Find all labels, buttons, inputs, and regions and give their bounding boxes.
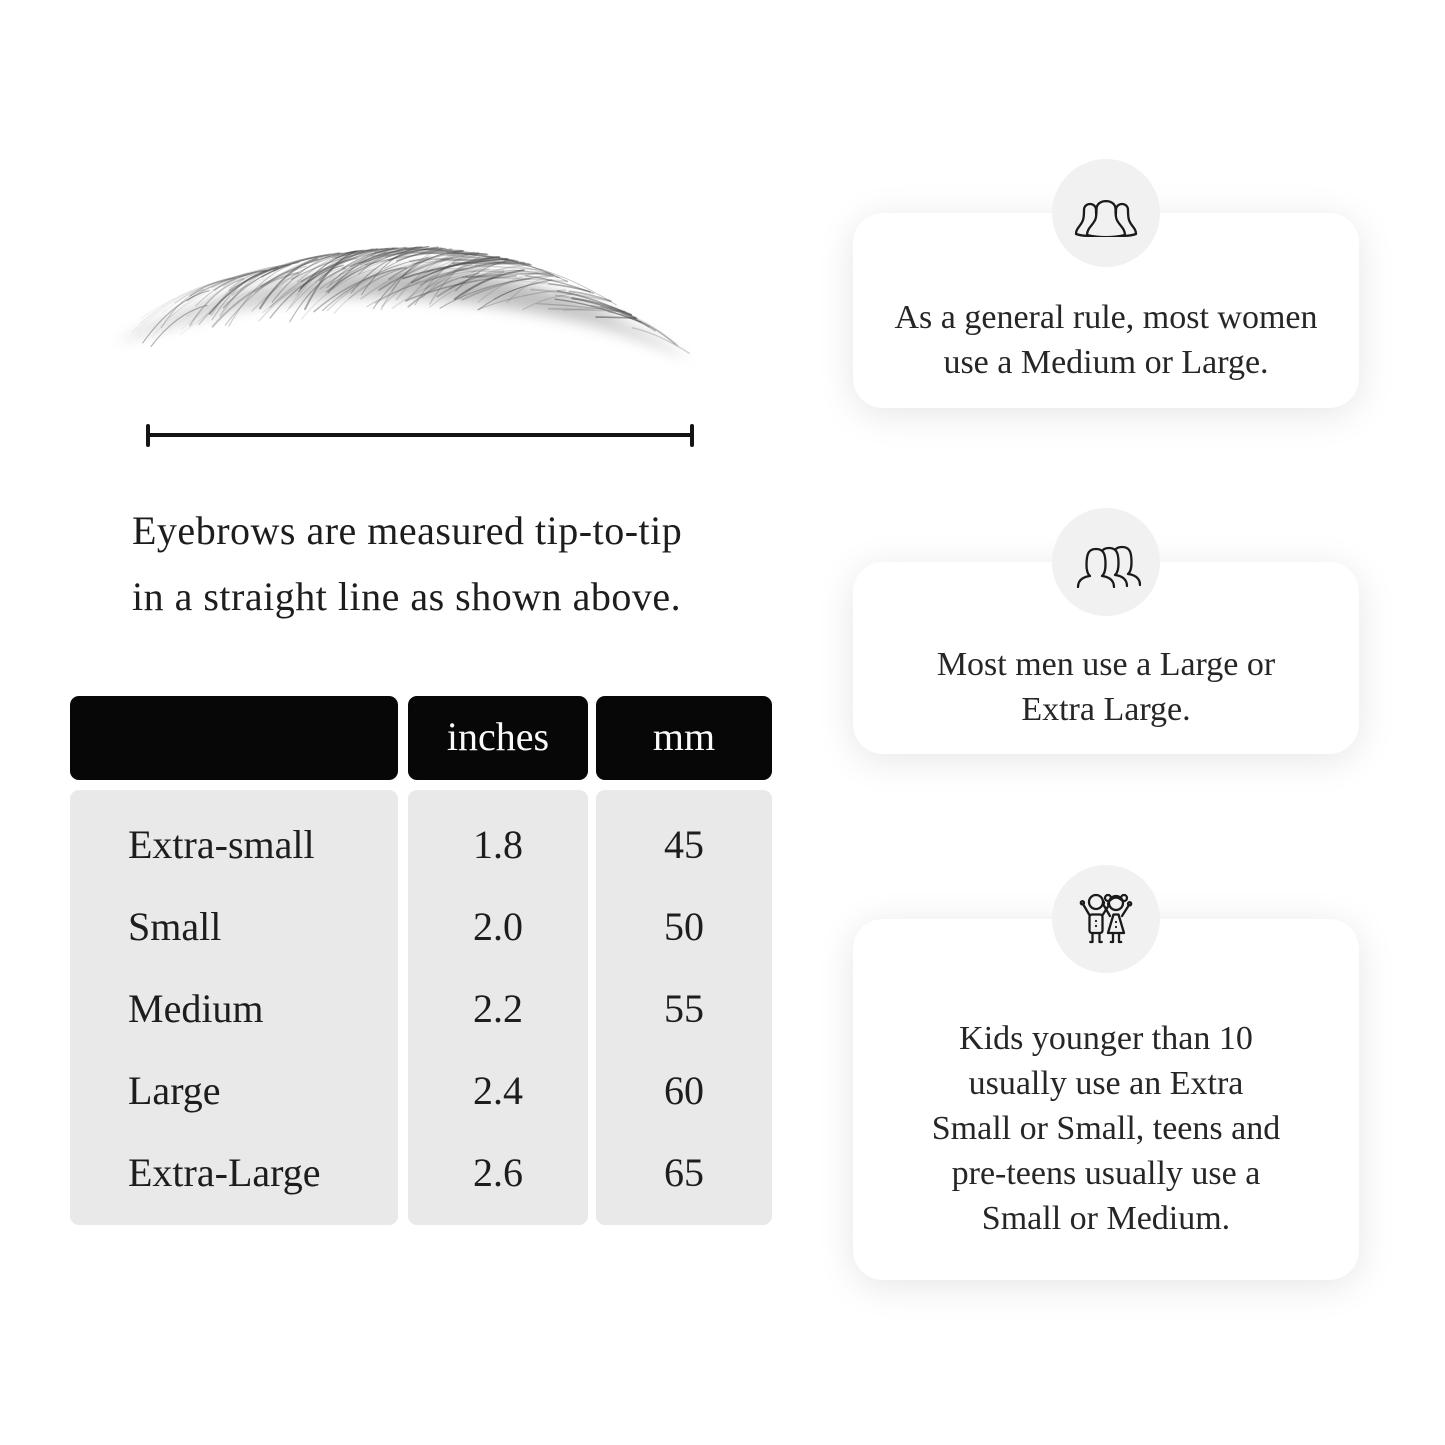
- inches-value: 2.4: [473, 1068, 523, 1113]
- measurement-line-bar: [146, 433, 694, 437]
- text-line: Extra Large.: [1021, 691, 1191, 728]
- table-row: [70, 1132, 772, 1214]
- info-card-women: [853, 213, 1359, 408]
- women-group-icon: [1073, 189, 1139, 237]
- mm-value: 60: [664, 1068, 704, 1113]
- table-row: [70, 1050, 772, 1132]
- size-label: Extra-Large: [128, 1150, 321, 1195]
- mm-value: 65: [664, 1150, 704, 1195]
- table-header-size: [70, 696, 398, 780]
- table-header-inches: inches: [408, 696, 588, 780]
- table-row: [70, 886, 772, 968]
- inches-value: 1.8: [473, 822, 523, 867]
- measurement-caption: [132, 498, 682, 630]
- inches-value: 2.6: [473, 1150, 523, 1195]
- mm-value: 55: [664, 986, 704, 1031]
- text-line: usually use an Extra: [968, 1065, 1244, 1102]
- text-line: in a straight line as shown above.: [132, 574, 682, 619]
- card-text: [937, 642, 1275, 732]
- icon-circle: [1052, 508, 1160, 616]
- text-line: Small or Medium.: [981, 1200, 1231, 1237]
- text-line: Small or Small, teens and: [931, 1110, 1281, 1147]
- mm-value: 45: [664, 822, 704, 867]
- children-icon: [1075, 890, 1137, 948]
- table-header-mm: mm: [596, 696, 772, 780]
- table-row: [70, 968, 772, 1050]
- info-card-men: [853, 562, 1359, 754]
- icon-circle: [1052, 865, 1160, 973]
- table-row: [70, 804, 772, 886]
- text-line: Eyebrows are measured tip-to-tip: [132, 508, 683, 553]
- mm-value: 50: [664, 904, 704, 949]
- size-table: [70, 696, 772, 1225]
- icon-circle: [1052, 159, 1160, 267]
- inches-value: 2.0: [473, 904, 523, 949]
- size-label: Extra-small: [128, 822, 315, 867]
- men-group-icon: [1071, 536, 1141, 588]
- inches-value: 2.2: [473, 986, 523, 1031]
- info-card-kids: [853, 919, 1359, 1280]
- measurement-line: [146, 424, 694, 447]
- text-line: As a general rule, most women: [894, 298, 1318, 336]
- text-line: Kids younger than 10: [959, 1020, 1253, 1057]
- size-label: Large: [128, 1068, 221, 1113]
- card-text: [932, 1016, 1280, 1241]
- measurement-line-right-cap: [690, 424, 694, 447]
- text-line: pre-teens usually use a: [951, 1155, 1261, 1192]
- card-text: [895, 295, 1318, 385]
- text-line: Most men use a Large or: [936, 646, 1276, 683]
- eyebrow-illustration: [105, 228, 705, 406]
- size-label: Medium: [128, 986, 264, 1031]
- text-line: use a Medium or Large.: [943, 343, 1269, 381]
- size-label: Small: [128, 904, 222, 949]
